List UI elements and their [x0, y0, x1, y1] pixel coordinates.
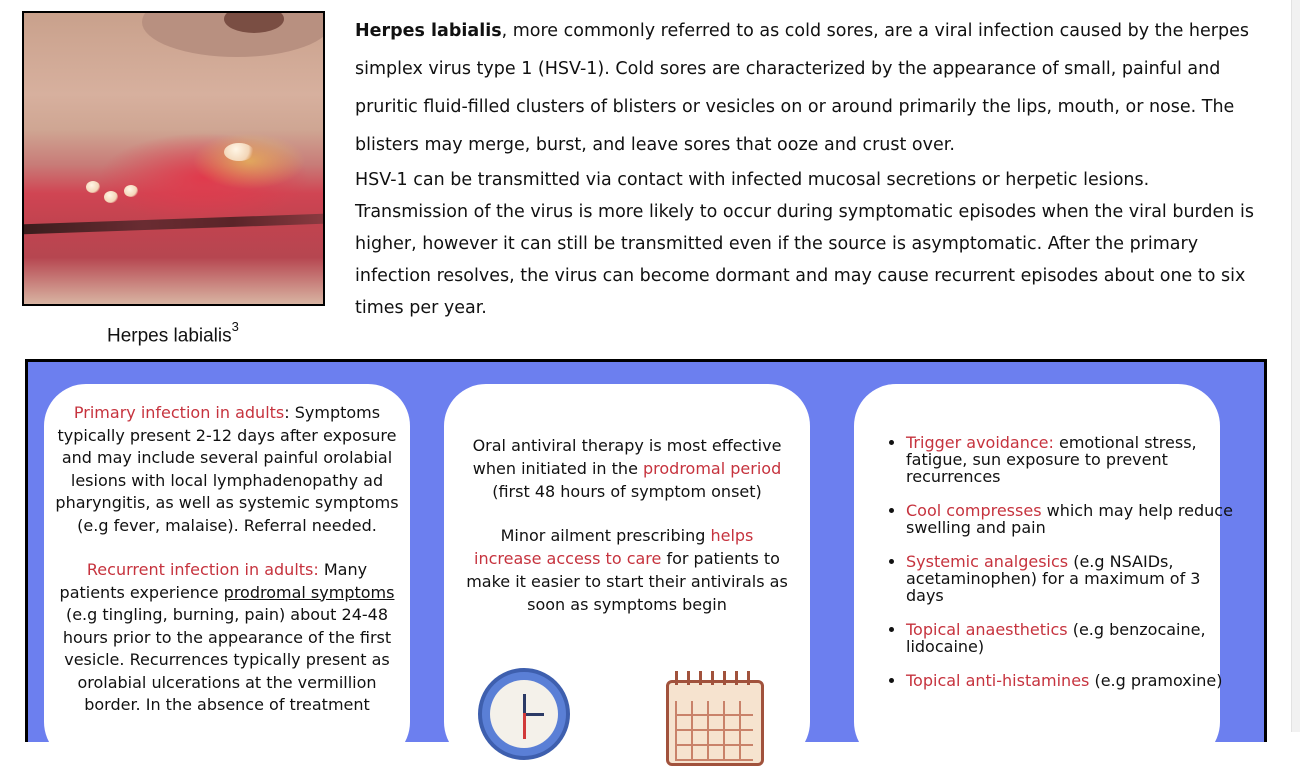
clock-hand	[523, 713, 526, 739]
recurrent-infection-text: (e.g tingling, burning, pain) about 24-48 hours prior to the appearance of the first vesicle. Recurrences typically present as orolabial ulcerations at the vermillion border. In the absence of treatment	[62, 605, 392, 714]
management-card	[854, 384, 1233, 764]
prodromal-symptoms-term: prodromal symptoms	[223, 582, 395, 602]
infographic-panel	[25, 359, 1267, 742]
prescribing-text: Minor ailment prescribing	[500, 526, 711, 545]
photo-detail	[86, 181, 100, 193]
list-item	[906, 672, 1236, 689]
photo-detail	[24, 214, 323, 234]
infection-card	[44, 384, 410, 764]
item-heading: Trigger avoidance:	[906, 433, 1054, 452]
intro-p1-text: , more commonly referred to as cold sores, are a viral infection caused by the herpes simplex virus type 1 (HSV-1). Cold sores are characterized by the appearance of small, painful and pruritic fluid-filled clusters of blisters or vesicles on or around primarily the lips, mouth, or nose. The blisters may merge, burst, and leave sores that ooze and crust over.	[355, 21, 1249, 155]
intro-term: Herpes labialis	[355, 21, 502, 41]
spacer	[52, 537, 402, 559]
item-text: which may help reduce swelling and pain	[906, 501, 1233, 537]
item-heading: Topical anti-histamines	[906, 671, 1090, 690]
photo-detail	[104, 191, 118, 203]
management-list	[872, 434, 1236, 706]
calendar-icon	[666, 680, 764, 766]
list-item	[906, 434, 1236, 485]
list-item	[906, 502, 1236, 536]
clock-face	[490, 680, 558, 748]
item-heading: Topical anaesthetics	[906, 620, 1068, 639]
prescribing-text: for patients to make it easier to start their antivirals as soon as symptoms begin	[466, 549, 788, 614]
item-text: (e.g NSAIDs, acetaminophen) for a maximum of 3 days	[906, 552, 1201, 605]
clock-icon	[478, 668, 570, 760]
access-to-care-term: helps increase access to care	[474, 526, 754, 568]
item-text: emotional stress, fatigue, sun exposure to prevent recurrences	[906, 433, 1197, 486]
scrollbar[interactable]	[1291, 0, 1300, 732]
photo-detail	[224, 143, 254, 161]
intro-paragraph-1	[355, 12, 1255, 164]
primary-infection-text: : Symptoms typically present 2-12 days after exposure and may include several painful orolabial lesions with local lymphadenopathy ad pharyngitis, as well as systemic symptoms (e.g fever, malaise). Referral needed.	[55, 403, 399, 535]
prodromal-period-term: prodromal period	[643, 459, 782, 478]
spacer	[466, 503, 788, 524]
photo-detail	[124, 185, 138, 197]
primary-infection-heading: Primary infection in adults	[73, 403, 285, 422]
infection-text	[52, 402, 402, 717]
list-item	[906, 621, 1236, 655]
intro-paragraph-2: HSV-1 can be transmitted via contact with infected mucosal secretions or herpetic lesions. Transmission of the virus is more likely to occur during symptomatic episodes when the viral burden is higher, however it can still be transmitted even if the source is asymptomatic. After the primary infection resolves, the virus can become dormant and may cause recurrent episodes about one to six times per year.	[355, 170, 1254, 318]
antiviral-text-a: (first 48 hours of symptom onset)	[492, 482, 762, 501]
item-heading: Systemic analgesics	[906, 552, 1069, 571]
item-heading: Cool compresses	[906, 501, 1042, 520]
calendar-grid	[675, 701, 753, 761]
clock-hand	[524, 713, 544, 716]
photo-caption	[107, 319, 239, 347]
caption-text: Herpes labialis	[107, 325, 232, 347]
item-text: (e.g pramoxine)	[1089, 671, 1223, 690]
list-item	[906, 553, 1236, 604]
intro-text	[355, 12, 1255, 324]
recurrent-infection-heading: Recurrent infection in adults:	[86, 560, 319, 579]
herpes-labialis-photo	[22, 11, 325, 306]
calendar-rings	[675, 671, 755, 685]
recurrent-infection-text: Many patients experience	[59, 560, 368, 602]
antiviral-card	[444, 384, 810, 764]
item-text: (e.g benzocaine, lidocaine)	[906, 620, 1206, 656]
antiviral-text	[466, 434, 788, 616]
antiviral-text-a: Oral antiviral therapy is most effective when initiated in the	[472, 436, 782, 478]
caption-reference: 3	[231, 319, 239, 334]
